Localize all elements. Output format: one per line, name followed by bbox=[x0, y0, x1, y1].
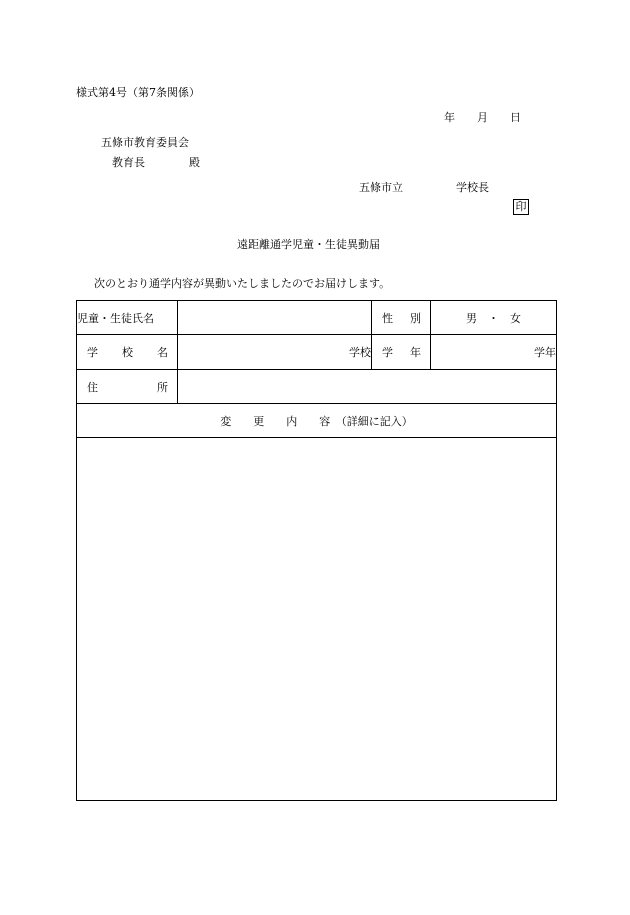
grade-label bbox=[372, 335, 431, 370]
grade-label-char-1: 学 bbox=[382, 346, 393, 359]
change-details-area[interactable] bbox=[77, 438, 557, 801]
sex-label-char-1: 性 bbox=[382, 311, 393, 325]
address-label bbox=[77, 370, 178, 404]
intro-text: 次のとおり通学内容が異動いたしましたのでお届けします。 bbox=[94, 277, 391, 290]
school-label bbox=[77, 335, 178, 370]
date-line: 年 月 日 bbox=[444, 111, 521, 124]
change-header: 変 更 内 容 （詳細に記入） bbox=[77, 404, 557, 438]
document-title: 遠距離通学児童・生徒異動届 bbox=[237, 238, 380, 251]
name-input-cell[interactable] bbox=[178, 301, 372, 335]
addressee-title: 教育長 殿 bbox=[112, 156, 200, 169]
row-name bbox=[77, 301, 557, 335]
row-change-details bbox=[77, 438, 557, 801]
addressee-org: 五條市教育委員会 bbox=[101, 136, 189, 149]
grade-label-char-2: 年 bbox=[410, 346, 421, 359]
form-number: 様式第4号（第7条関係） bbox=[76, 86, 200, 99]
school-label-char-2: 校 bbox=[122, 346, 133, 359]
school-input-cell[interactable] bbox=[178, 335, 372, 370]
row-school bbox=[77, 335, 557, 370]
school-label-char-3: 名 bbox=[157, 346, 168, 359]
sex-options[interactable]: 男 ・ 女 bbox=[431, 301, 557, 335]
sex-label bbox=[372, 301, 431, 335]
address-label-char-2: 所 bbox=[157, 380, 168, 394]
notification-form-table bbox=[76, 300, 557, 801]
seal-mark: 印 bbox=[513, 199, 529, 215]
school-suffix: 学校 bbox=[349, 346, 371, 359]
row-change-header bbox=[77, 404, 557, 438]
sender-principal: 学校長 bbox=[456, 181, 489, 194]
address-label-char-1: 住 bbox=[87, 380, 98, 394]
row-address bbox=[77, 370, 557, 404]
grade-suffix: 学年 bbox=[534, 346, 556, 359]
school-label-char-1: 学 bbox=[87, 346, 98, 359]
name-label: 児童・生徒氏名 bbox=[77, 301, 178, 335]
address-input-cell[interactable] bbox=[178, 370, 557, 404]
sex-label-char-2: 別 bbox=[410, 311, 421, 325]
grade-input-cell[interactable] bbox=[431, 335, 557, 370]
sender-school-prefix: 五條市立 bbox=[359, 181, 403, 194]
